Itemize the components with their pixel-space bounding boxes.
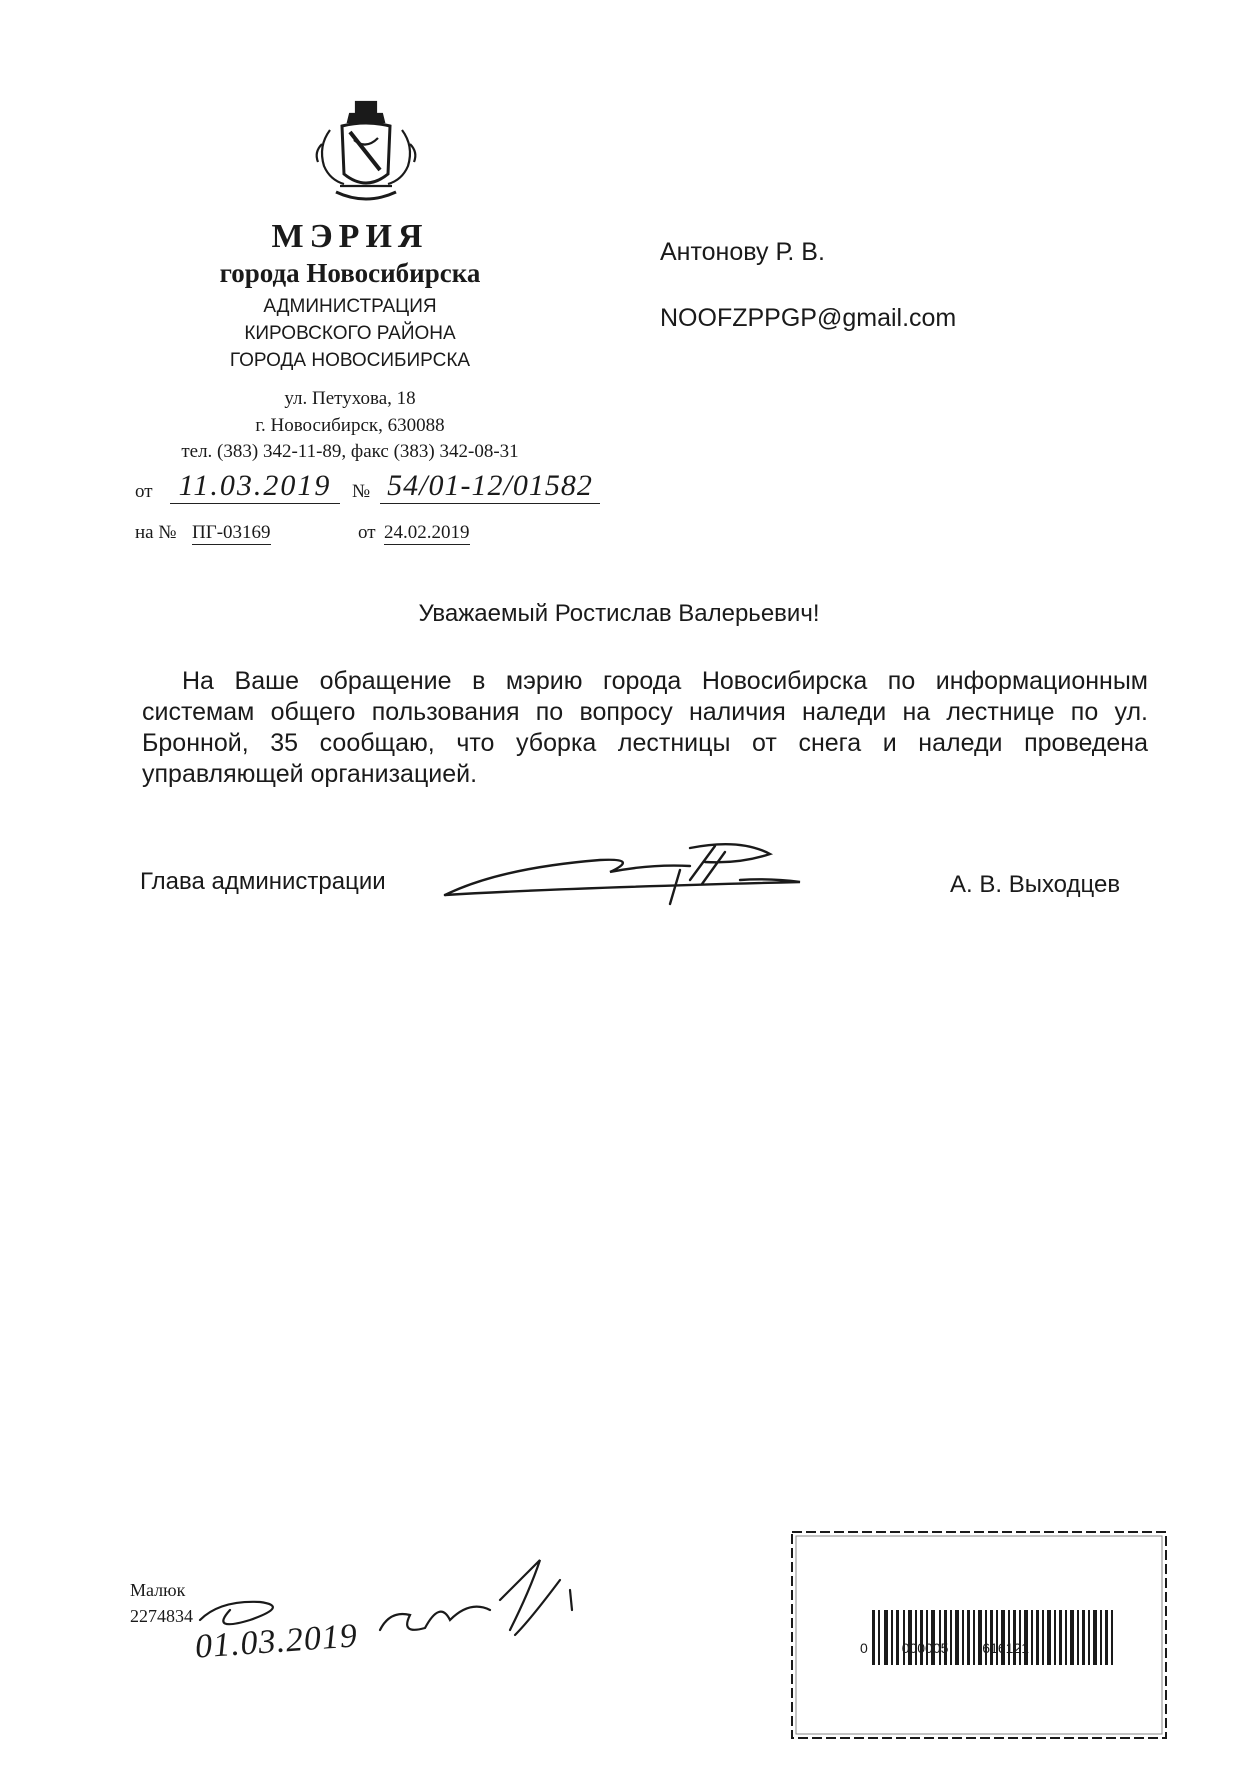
phone-fax: тел. (383) 342-11-89, факс (383) 342-08-31 xyxy=(181,441,519,462)
org-name: МЭРИЯ xyxy=(271,218,429,255)
number-label: № xyxy=(352,481,371,502)
address-street: ул. Петухова, 18 xyxy=(284,388,416,409)
from-label: от xyxy=(135,481,153,502)
barcode-digits-right: 616121 xyxy=(982,1640,1030,1656)
reply-number-label: на № xyxy=(135,522,177,543)
signatory-name: А. В. Выходцев xyxy=(950,871,1121,898)
salutation: Уважаемый Ростислав Валерьевич! xyxy=(418,600,820,627)
reply-date-label: от xyxy=(358,522,376,543)
barcode-digit-left: 0 xyxy=(860,1640,868,1656)
recipient-email: NOOFZPPGP@gmail.com xyxy=(660,304,957,332)
address-city: г. Новосибирск, 630088 xyxy=(255,415,445,436)
header-city: ГОРОДА НОВОСИБИРСКА xyxy=(229,350,471,371)
recipient-name: Антонову Р. В. xyxy=(660,238,825,266)
executor-phone: 2274834 xyxy=(130,1606,193,1626)
outgoing-date: 11.03.2019 xyxy=(170,469,340,504)
handwritten-signature xyxy=(440,840,810,910)
outgoing-number: 54/01-12/01582 xyxy=(380,469,600,504)
header-district: КИРОВСКОГО РАЙОНА xyxy=(244,323,456,344)
reply-date: 24.02.2019 xyxy=(384,522,470,543)
header-admin: АДМИНИСТРАЦИЯ xyxy=(263,296,437,317)
org-city: города Новосибирска xyxy=(219,258,481,288)
handwritten-date: 01.03.2019 xyxy=(193,1617,360,1666)
barcode-digits-mid: 000005 xyxy=(901,1640,949,1656)
barcode-number xyxy=(860,1640,1029,1656)
signatory-title: Глава администрации xyxy=(140,868,386,895)
executor-name: Малюк xyxy=(130,1580,186,1600)
reply-number: ПГ-03169 xyxy=(192,522,271,543)
barcode-sticker xyxy=(790,1530,1168,1740)
body-paragraph: На Ваше обращение в мэрию города Новосибирска по информационным системам общего пользования по вопросу наличия наледи на лестнице по ул. Бронной, 35 сообщаю, что уборка лестницы от снега и наледи проведена управляющей организацией. xyxy=(142,667,1148,788)
coat-of-arms-emblem xyxy=(300,100,432,210)
